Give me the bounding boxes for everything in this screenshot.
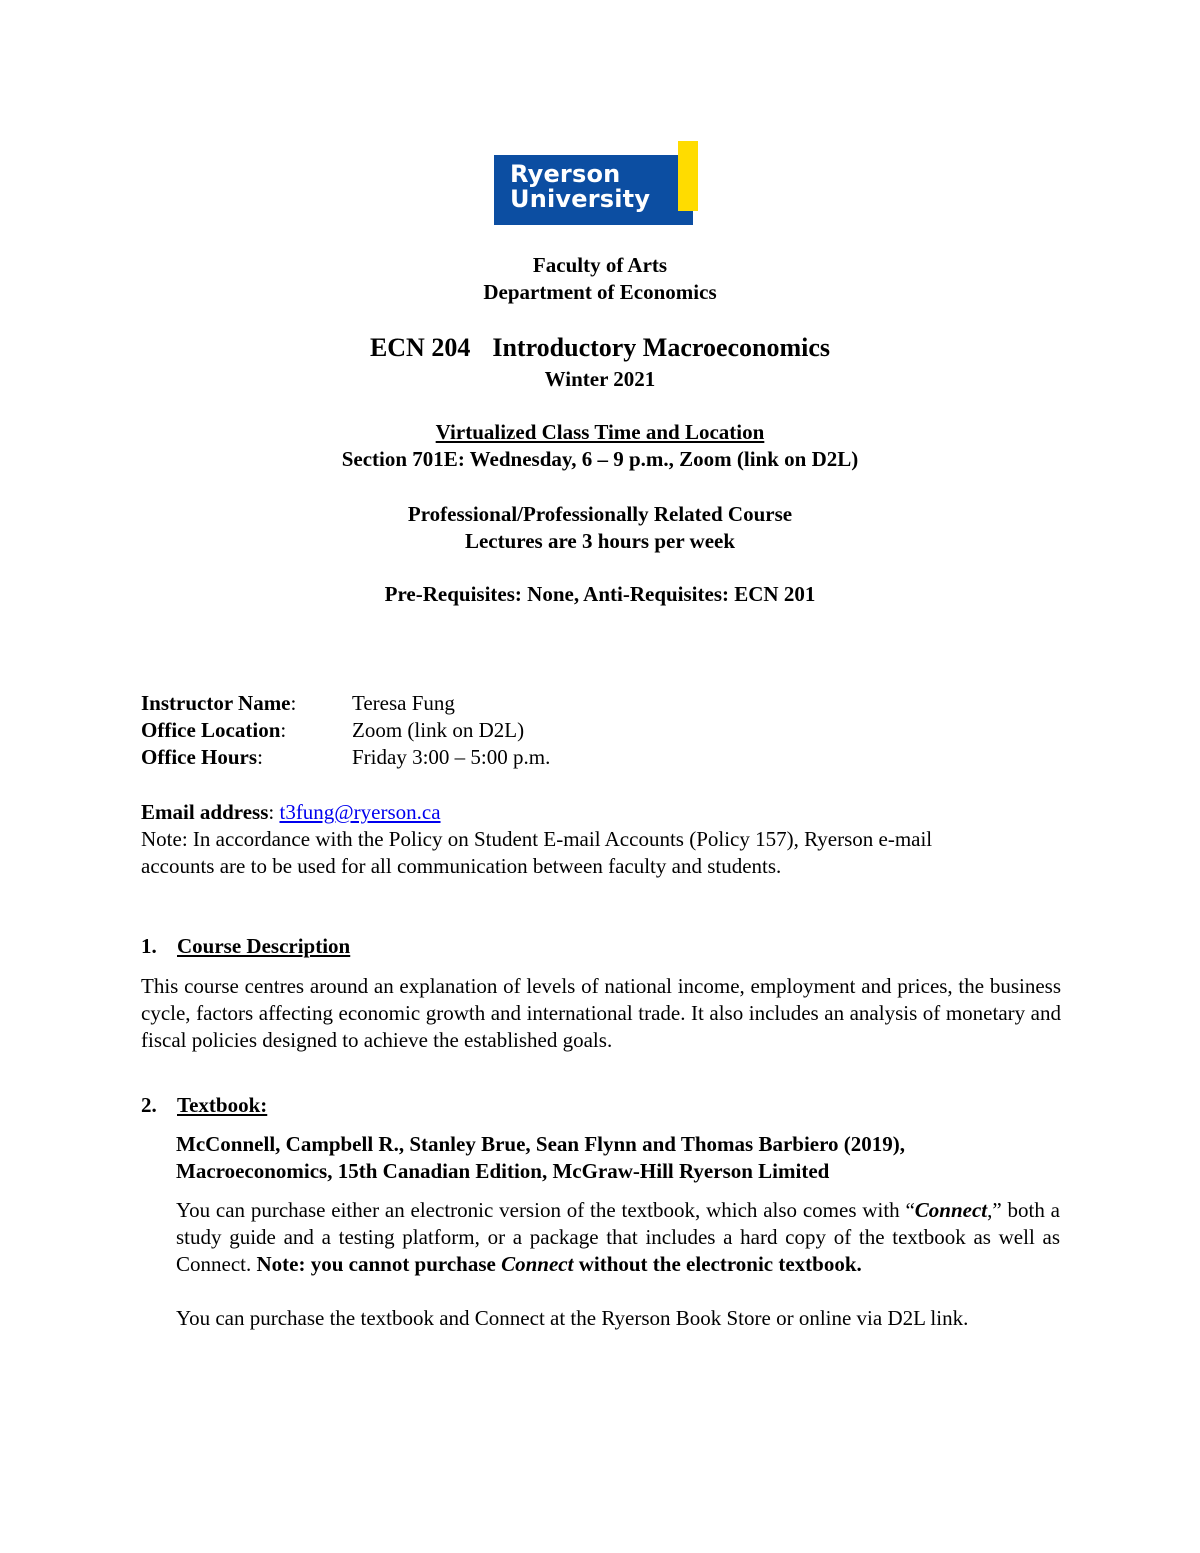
course-description-text: This course centres around an explanation of levels of national income, employment and prices, the business cycle, factors affecting economic growth and international trade. It also includes an analysis of monetary and fiscal policies designed to achieve the established goals.	[141, 974, 1061, 1052]
faculty-name: Faculty of Arts	[532, 253, 668, 277]
instructor-name-label: Instructor Name:	[141, 691, 297, 715]
section-1-number: 1.	[141, 934, 157, 958]
course-title	[0, 334, 1200, 361]
lecture-hours: Lectures are 3 hours per week	[464, 529, 736, 553]
purchase-note: Note: you cannot purchase Connect without the electronic textbook.	[256, 1252, 862, 1276]
section-time-location: Section 701E: Wednesday, 6 – 9 p.m., Zoom (link on D2L)	[341, 447, 859, 471]
textbook-purchase-paragraph: You can purchase either an electronic version of the textbook, which also comes with “Connect,” both a study guide and a testing platform, or a package that includes a hard copy of the textbook as well as Connect. Note: you cannot purchase Connect without the electronic textbook.	[176, 1198, 1060, 1276]
textbook-citation-line-2: Macroeconomics, 15th Canadian Edition, McGraw-Hill Ryerson Limited	[176, 1159, 830, 1183]
office-hours-label: Office Hours:	[141, 745, 263, 769]
logo-line-1: Ryerson	[510, 160, 621, 188]
logo-yellow-bar	[678, 141, 698, 211]
ryerson-university-logo	[494, 141, 705, 225]
section-2-number: 2.	[141, 1093, 157, 1117]
instructor-name-value: Teresa Fung	[352, 691, 455, 715]
connect-term: Connect	[914, 1198, 988, 1222]
course-type: Professional/Professionally Related Course	[407, 502, 793, 526]
email-policy-note-line-2: accounts are to be used for all communication between faculty and students.	[141, 854, 782, 878]
course-term: Winter 2021	[544, 367, 656, 391]
logo-line-2: University	[510, 185, 651, 213]
email-link[interactable]: t3fung@ryerson.ca	[279, 800, 441, 824]
office-location-label: Office Location:	[141, 718, 287, 742]
requisites: Pre-Requisites: None, Anti-Requisites: ECN 201	[384, 582, 816, 606]
class-time-heading: Virtualized Class Time and Location	[435, 420, 765, 444]
email-policy-note-line-1: Note: In accordance with the Policy on Student E-mail Accounts (Policy 157), Ryerson e-mail	[141, 827, 933, 851]
office-location-value: Zoom (link on D2L)	[352, 718, 525, 742]
course-code: ECN 204	[369, 333, 471, 362]
department-name: Department of Economics	[483, 280, 717, 304]
textbook-store-text: You can purchase the textbook and Connect at the Ryerson Book Store or online via D2L link.	[176, 1306, 969, 1330]
office-hours-value: Friday 3:00 – 5:00 p.m.	[352, 745, 551, 769]
course-name: Introductory Macroeconomics	[492, 333, 831, 362]
email-label: Email address	[141, 800, 269, 824]
logo-wordmark	[510, 162, 650, 212]
email-line: Email address: t3fung@ryerson.ca	[141, 800, 441, 824]
section-2-heading: Textbook:	[177, 1093, 268, 1117]
textbook-citation-line-1: McConnell, Campbell R., Stanley Brue, Sean Flynn and Thomas Barbiero (2019),	[176, 1132, 906, 1156]
section-1-heading: Course Description	[177, 934, 351, 958]
